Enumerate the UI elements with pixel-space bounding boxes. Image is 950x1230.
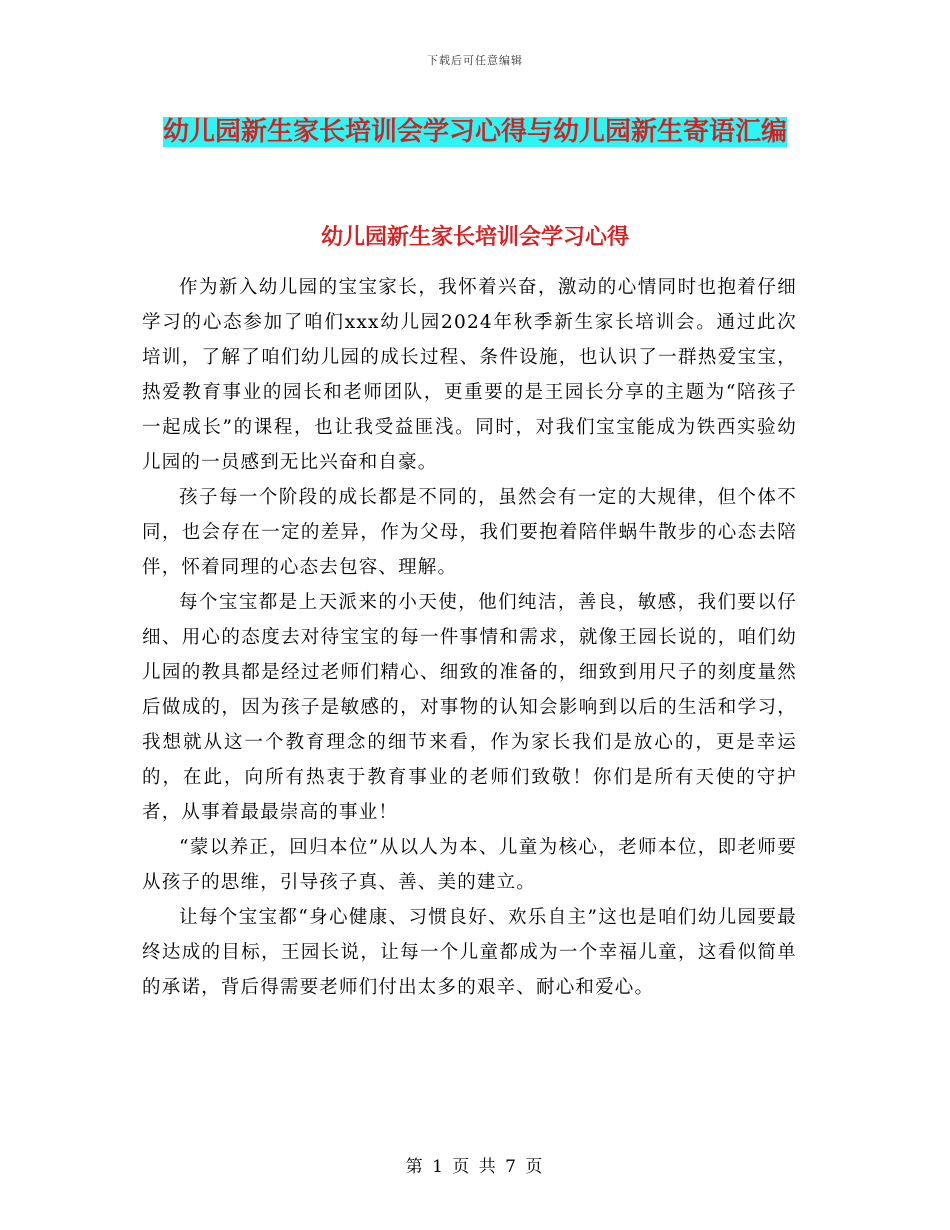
paragraph: 让每个宝宝都“身心健康、习惯良好、欢乐自主”这也是咱们幼儿园要最终达成的目标，王园长说，让每一个儿童都成为一个幸福儿童，这看似简单的承诺，背后得需要老师们付出太多的艰辛、耐心和爱心。 — [142, 907, 797, 998]
paragraph: “蒙以养正，回归本位”从以人为本、儿童为核心，老师本位，即老师要从孩子的思维，引导孩子真、善、美的建立。 — [142, 837, 797, 893]
document-title — [140, 108, 810, 156]
article-body — [142, 270, 797, 1005]
document-title-text: 幼儿园新生家长培训会学习心得与幼儿园新生寄语汇编 — [162, 117, 787, 147]
paragraph: 每个宝宝都是上天派来的小天使，他们纯洁，善良，敏感，我们要以仔细、用心的态度去对待宝宝的每一件事情和需求，就像王园长说的，咱们幼儿园的教具都是经过老师们精心、细致的准备的，细致到用尺子的刻度量然后做成的，因为孩子是敏感的，对事物的认知会影响到以后的生活和学习，我想就从这一个教育理念的细节来看，作为家长我们是放心的，更是幸运的，在此，向所有热衷于教育事业的老师们致敬！你们是所有天使的守护者，从事着最最崇高的事业！ — [142, 592, 797, 823]
header-note: 下载后可任意编辑 — [427, 54, 523, 67]
page-number-footer: 第 1 页 共 7 页 — [405, 1157, 545, 1177]
paragraph: 孩子每一个阶段的成长都是不同的，虽然会有一定的大规律，但个体不同，也会存在一定的差异，作为父母，我们要抱着陪伴蜗牛散步的心态去陪伴，怀着同理的心态去包容、理解。 — [142, 487, 797, 578]
section-title: 幼儿园新生家长培训会学习心得 — [320, 224, 629, 250]
paragraph: 作为新入幼儿园的宝宝家长，我怀着兴奋，激动的心情同时也抱着仔细学习的心态参加了咱们xxx幼儿园2024年秋季新生家长培训会。通过此次培训，了解了咱们幼儿园的成长过程、条件设施，也认识了一群热爱宝宝，热爱教育事业的园长和老师团队，更重要的是王园长分享的主题为“陪孩子一起成长”的课程，也让我受益匪浅。同时，对我们宝宝能成为铁西实验幼儿园的一员感到无比兴奋和自豪。 — [142, 277, 797, 473]
